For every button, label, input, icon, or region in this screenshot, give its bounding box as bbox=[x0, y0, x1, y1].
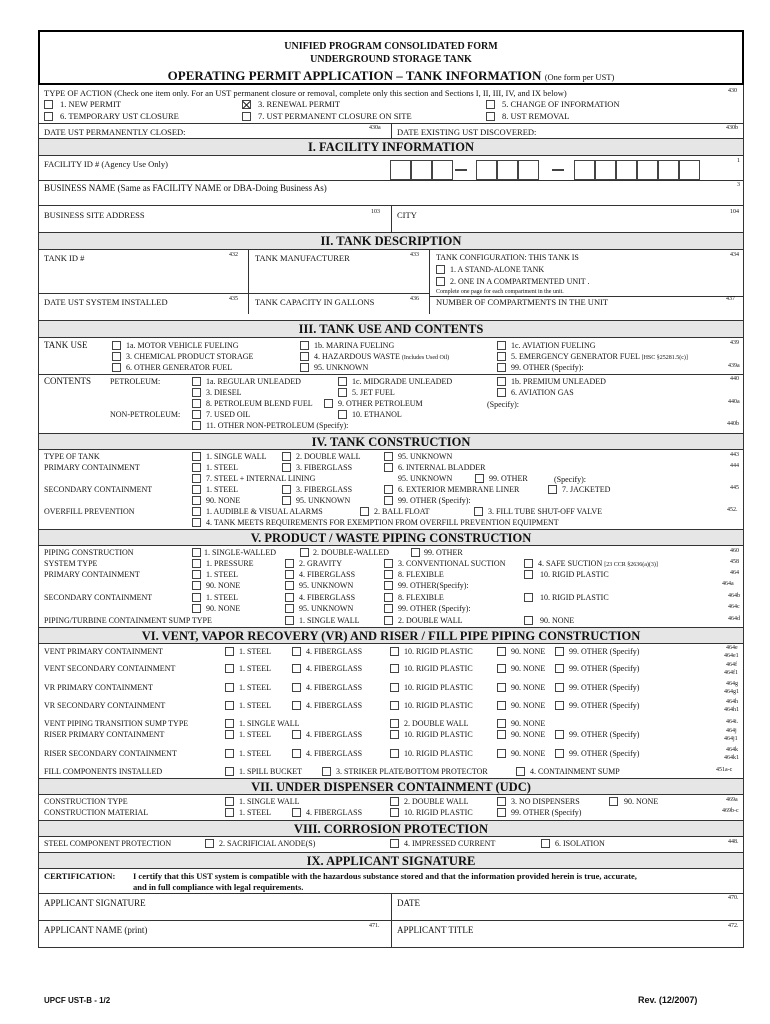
fill-components-label: FILL COMPONENTS INSTALLED bbox=[44, 767, 163, 776]
use-5-text: 5. EMERGENCY GENERATOR FUEL bbox=[511, 352, 640, 361]
overfill-label: OVERFILL PREVENTION bbox=[44, 507, 135, 516]
use-1c-label: 1c. AVIATION FUELING bbox=[511, 341, 596, 350]
secondary-jacketed-label: 7. JACKETED bbox=[562, 485, 611, 494]
secondary-steel-label: 1. STEEL bbox=[206, 485, 238, 494]
udc-type-code: 469a bbox=[726, 797, 738, 803]
compartments-label: NUMBER OF COMPARTMENTS IN THE UNIT bbox=[436, 297, 609, 307]
vent-row-1-label: VENT SECONDARY CONTAINMENT bbox=[44, 664, 176, 673]
corrosion-isolation-label: 6. ISOLATION bbox=[555, 839, 605, 848]
contents-8-label: 8. PETROLEUM BLEND FUEL bbox=[206, 399, 313, 408]
compartment-note: Complete one page for each compartment in the unit. bbox=[436, 289, 564, 295]
section-9-title: IX. APPLICANT SIGNATURE bbox=[38, 852, 744, 869]
contents-9-label: 9. OTHER PETROLEUM bbox=[338, 399, 423, 408]
transition-sump-label: VENT PIPING TRANSITION SUMP TYPE bbox=[44, 719, 189, 728]
primary-steel-label: 1. STEEL bbox=[206, 463, 238, 472]
corrosion-code: 448. bbox=[728, 839, 739, 845]
primary-bladder-label: 6. INTERNAL BLADDER bbox=[398, 463, 486, 472]
contents-1a-label: 1a. REGULAR UNLEADED bbox=[206, 377, 301, 386]
section-2-title: II. TANK DESCRIPTION bbox=[38, 232, 744, 250]
single-wall-label: 1. SINGLE WALL bbox=[206, 452, 267, 461]
pipe-secondary-rigid-label: 10. RIGID PLASTIC bbox=[540, 593, 609, 602]
contents-code: 440 bbox=[730, 376, 739, 382]
form-header bbox=[38, 30, 744, 85]
vent-row-3-other-label: 99. OTHER (Specify) bbox=[569, 701, 640, 710]
facility-id-label: FACILITY ID # (Agency Use Only) bbox=[44, 159, 168, 169]
change-info-label: 5. CHANGE OF INFORMATION bbox=[502, 99, 620, 109]
safe-suction-note: [23 CCR §2636(a)(3)] bbox=[604, 562, 658, 568]
new-permit-label: 1. NEW PERMIT bbox=[60, 99, 121, 109]
date-label: DATE bbox=[397, 898, 420, 908]
vent-row-3-none-label: 90. NONE bbox=[511, 701, 546, 710]
action-label: TYPE OF ACTION (Check one item only. For an UST permanent closure or removal, complete only this section and Sections I, II, III, IV, and IX below) bbox=[44, 88, 567, 98]
vent-row-2-none-label: 90. NONE bbox=[511, 683, 546, 692]
pipe-secondary-flex-label: 8. FLEXIBLE bbox=[398, 593, 444, 602]
riser-primary-fiberglass-label: 4. FIBERGLASS bbox=[306, 730, 363, 739]
contents-label: CONTENTS bbox=[44, 376, 91, 386]
secondary-other-label: 99. OTHER (Specify): bbox=[398, 496, 471, 505]
use-5-note: [HSC §25281.5(c)] bbox=[641, 355, 688, 361]
manufacturer-code: 433 bbox=[410, 252, 419, 258]
udc-fiber-label: 4. FIBERGLASS bbox=[306, 808, 363, 817]
permanent-closure-label: 7. UST PERMANENT CLOSURE ON SITE bbox=[258, 111, 412, 121]
riser-primary-code-2: 464j1 bbox=[724, 736, 738, 742]
pipe-secondary-label: SECONDARY CONTAINMENT bbox=[44, 593, 153, 602]
vent-row-3-fiberglass-label: 4. FIBERGLASS bbox=[306, 701, 363, 710]
signature-label: APPLICANT SIGNATURE bbox=[44, 898, 146, 908]
use-code: 439 bbox=[730, 340, 739, 346]
pipe-primary-unknown-label: 95. UNKNOWN bbox=[299, 581, 354, 590]
business-name-code: 3 bbox=[737, 182, 740, 188]
overfill-alarms-label: 1. AUDIBLE & VISUAL ALARMS bbox=[206, 507, 323, 516]
use-1b-label: 1b. MARINA FUELING bbox=[314, 341, 395, 350]
udc-none-label: 90. NONE bbox=[624, 797, 659, 806]
fill-striker-label: 3. STRIKER PLATE/BOTTOM PROTECTOR bbox=[336, 767, 488, 776]
vent-row-2-rigid-plastic-label: 10. RIGID PLASTIC bbox=[404, 683, 473, 692]
type-unknown-label: 95. UNKNOWN bbox=[398, 452, 453, 461]
section-5-title: V. PRODUCT / WASTE PIPING CONSTRUCTION bbox=[38, 529, 744, 546]
overfill-ball-label: 2. BALL FLOAT bbox=[374, 507, 430, 516]
riser-secondary-code: 464k bbox=[726, 747, 738, 753]
contents-5-label: 5. JET FUEL bbox=[352, 388, 395, 397]
udc-other-label: 99. OTHER (Specify) bbox=[511, 808, 582, 817]
fill-sump-label: 4. CONTAINMENT SUMP bbox=[530, 767, 620, 776]
udc-no-dispensers-label: 3. NO DISPENSERS bbox=[511, 797, 580, 806]
contents-11-label: 11. OTHER NON-PETROLEUM (Specify): bbox=[206, 421, 349, 430]
use-6-label: 6. OTHER GENERATOR FUEL bbox=[126, 363, 233, 372]
primary-fiberglass-label: 3. FIBERGLASS bbox=[296, 463, 353, 472]
udc-material-code: 469b-c bbox=[722, 808, 739, 814]
date-discovered-label: DATE EXISTING UST DISCOVERED: bbox=[397, 127, 537, 137]
vent-row-3-code: 464h bbox=[726, 699, 738, 705]
overfill-code: 452. bbox=[727, 507, 738, 513]
riser-primary-steel-label: 1. STEEL bbox=[239, 730, 271, 739]
primary-lining-label: 7. STEEL + INTERNAL LINING bbox=[206, 474, 316, 483]
config-label: TANK CONFIGURATION: THIS TANK IS bbox=[436, 253, 579, 262]
contents-1c-label: 1c. MIDGRADE UNLEADED bbox=[352, 377, 453, 386]
vent-row-3-label: VR SECONDARY CONTAINMENT bbox=[44, 701, 166, 710]
piping-construction-code: 460 bbox=[730, 548, 739, 554]
section-4-title: IV. TANK CONSTRUCTION bbox=[38, 433, 744, 450]
applicant-name-label: APPLICANT NAME (print) bbox=[44, 925, 148, 935]
udc-rigid-label: 10. RIGID PLASTIC bbox=[404, 808, 473, 817]
corrosion-anode-label: 2. SACRIFICIAL ANODE(S) bbox=[219, 839, 316, 848]
system-pressure-label: 1. PRESSURE bbox=[206, 559, 254, 568]
pipe-secondary-code: 464b bbox=[728, 593, 740, 599]
compartments-code: 437 bbox=[726, 296, 735, 302]
site-address-label: BUSINESS SITE ADDRESS bbox=[44, 210, 145, 220]
applicant-name-code: 471. bbox=[369, 923, 380, 929]
contents-3-label: 3. DIESEL bbox=[206, 388, 242, 397]
contents-9-code: 440a bbox=[728, 399, 740, 405]
vent-row-3-rigid-plastic-label: 10. RIGID PLASTIC bbox=[404, 701, 473, 710]
safe-suction-text: 4. SAFE SUCTION bbox=[538, 559, 603, 568]
corrosion-label: STEEL COMPONENT PROTECTION bbox=[44, 839, 172, 848]
transition-none-label: 90. NONE bbox=[511, 719, 546, 728]
primary-other-label: 99. OTHER bbox=[489, 474, 528, 483]
vent-row-0-rigid-plastic-label: 10. RIGID PLASTIC bbox=[404, 647, 473, 656]
udc-double-label: 2. DOUBLE WALL bbox=[404, 797, 469, 806]
compartment-label: 2. ONE IN A COMPARTMENTED UNIT . bbox=[450, 277, 590, 286]
riser-primary-label: RISER PRIMARY CONTAINMENT bbox=[44, 730, 165, 739]
header-line-2: UNDERGROUND STORAGE TANK bbox=[310, 54, 472, 65]
udc-material-label: CONSTRUCTION MATERIAL bbox=[44, 808, 149, 817]
sump-type-label: PIPING/TURBINE CONTAINMENT SUMP TYPE bbox=[44, 616, 212, 625]
use-99-code: 439a bbox=[728, 363, 740, 369]
vent-row-2-label: VR PRIMARY CONTAINMENT bbox=[44, 683, 153, 692]
udc-type-label: CONSTRUCTION TYPE bbox=[44, 797, 128, 806]
tank-type-label: TYPE OF TANK bbox=[44, 452, 100, 461]
corrosion-current-label: 4. IMPRESSED CURRENT bbox=[404, 839, 496, 848]
use-4-note: (Includes Used Oil) bbox=[401, 355, 450, 361]
fill-code: 451a-c bbox=[716, 767, 733, 773]
action-code: 430 bbox=[728, 88, 737, 94]
riser-secondary-none-label: 90. NONE bbox=[511, 749, 546, 758]
contents-6-label: 6. AVIATION GAS bbox=[511, 388, 574, 397]
secondary-none-label: 90. NONE bbox=[206, 496, 241, 505]
pipe-primary-code: 464 bbox=[730, 570, 739, 576]
contents-7-label: 7. USED OIL bbox=[206, 410, 251, 419]
vent-row-0-steel-label: 1. STEEL bbox=[239, 647, 271, 656]
vent-row-1-other-label: 99. OTHER (Specify) bbox=[569, 664, 640, 673]
vent-row-0-label: VENT PRIMARY CONTAINMENT bbox=[44, 647, 163, 656]
system-conventional-label: 3. CONVENTIONAL SUCTION bbox=[398, 559, 506, 568]
sump-double-label: 2. DOUBLE WALL bbox=[398, 616, 463, 625]
city-code: 104 bbox=[730, 209, 739, 215]
riser-primary-code: 464j bbox=[726, 728, 737, 734]
date-installed-label: DATE UST SYSTEM INSTALLED bbox=[44, 297, 168, 307]
date-discovered-code: 430b bbox=[726, 125, 738, 131]
riser-secondary-other-label: 99. OTHER (Specify) bbox=[569, 749, 640, 758]
riser-secondary-fiberglass-label: 4. FIBERGLASS bbox=[306, 749, 363, 758]
form-body-frame bbox=[38, 85, 744, 948]
system-type-label: SYSTEM TYPE bbox=[44, 559, 98, 568]
applicant-title-label: APPLICANT TITLE bbox=[397, 925, 474, 935]
tank-id-code: 432 bbox=[229, 252, 238, 258]
date-installed-code: 435 bbox=[229, 296, 238, 302]
udc-steel-label: 1. STEEL bbox=[239, 808, 271, 817]
pipe-secondary-unknown-label: 95. UNKNOWN bbox=[299, 604, 354, 613]
pipe-secondary-none-label: 90. NONE bbox=[206, 604, 241, 613]
capacity-label: TANK CAPACITY IN GALLONS bbox=[255, 297, 375, 307]
tank-id-label: TANK ID # bbox=[44, 253, 85, 263]
date-closed-code: 430a bbox=[369, 125, 381, 131]
contents-10-label: 10. ETHANOL bbox=[352, 410, 402, 419]
vent-row-2-other-label: 99. OTHER (Specify) bbox=[569, 683, 640, 692]
section-3-title: III. TANK USE AND CONTENTS bbox=[38, 320, 744, 338]
facility-id-code: 1 bbox=[737, 158, 740, 164]
vent-row-1-fiberglass-label: 4. FIBERGLASS bbox=[306, 664, 363, 673]
primary-other-specify: (Specify): bbox=[554, 475, 586, 484]
petroleum-label: PETROLEUM: bbox=[110, 377, 161, 386]
riser-secondary-label: RISER SECONDARY CONTAINMENT bbox=[44, 749, 177, 758]
primary-containment-code: 444 bbox=[730, 463, 739, 469]
pipe-secondary-fiber-label: 4. FIBERGLASS bbox=[299, 593, 356, 602]
transition-single-label: 1. SINGLE WALL bbox=[239, 719, 300, 728]
use-95-label: 95. UNKNOWN bbox=[314, 363, 369, 372]
primary-unknown-label: 95. UNKNOWN bbox=[398, 474, 453, 483]
piping-other-label: 99. OTHER bbox=[424, 548, 463, 557]
vent-row-3-code-2: 464h1 bbox=[724, 707, 739, 713]
pipe-secondary-code-2: 464c bbox=[728, 604, 740, 610]
manufacturer-label: TANK MANUFACTURER bbox=[255, 253, 350, 263]
header-line-1: UNIFIED PROGRAM CONSOLIDATED FORM bbox=[284, 41, 498, 52]
riser-secondary-code-2: 464k1 bbox=[724, 755, 739, 761]
vent-row-2-steel-label: 1. STEEL bbox=[239, 683, 271, 692]
sump-type-code: 464d bbox=[728, 616, 740, 622]
pipe-primary-flex-label: 8. FLEXIBLE bbox=[398, 570, 444, 579]
vent-row-1-code-2: 464f1 bbox=[724, 670, 738, 676]
temporary-closure-label: 6. TEMPORARY UST CLOSURE bbox=[60, 111, 179, 121]
piping-construction-label: PIPING CONSTRUCTION bbox=[44, 548, 134, 557]
certification-label: CERTIFICATION: bbox=[44, 871, 116, 881]
date-code: 470. bbox=[728, 895, 739, 901]
section-7-title: VII. UNDER DISPENSER CONTAINMENT (UDC) bbox=[38, 778, 744, 795]
system-gravity-label: 2. GRAVITY bbox=[299, 559, 342, 568]
stand-alone-label: 1. A STAND-ALONE TANK bbox=[450, 265, 545, 274]
contents-11-code: 440b bbox=[727, 421, 739, 427]
riser-secondary-steel-label: 1. STEEL bbox=[239, 749, 271, 758]
primary-containment-label: PRIMARY CONTAINMENT bbox=[44, 463, 140, 472]
section-6-title: VI. VENT, VAPOR RECOVERY (VR) AND RISER / FILL PIPE PIPING CONSTRUCTION bbox=[38, 627, 744, 644]
pipe-secondary-other-label: 99. OTHER (Specify): bbox=[398, 604, 471, 613]
udc-single-label: 1. SINGLE WALL bbox=[239, 797, 300, 806]
riser-primary-other-label: 99. OTHER (Specify) bbox=[569, 730, 640, 739]
riser-primary-rigid-plastic-label: 10. RIGID PLASTIC bbox=[404, 730, 473, 739]
vent-row-0-other-label: 99. OTHER (Specify) bbox=[569, 647, 640, 656]
riser-primary-none-label: 90. NONE bbox=[511, 730, 546, 739]
pipe-primary-code-2: 464a bbox=[722, 581, 734, 587]
certification-text-1: I certify that this UST system is compatible with the hazardous substance stored and that the information provided herein is true, accurate, bbox=[133, 871, 637, 881]
city-label: CITY bbox=[397, 210, 417, 220]
vent-row-1-steel-label: 1. STEEL bbox=[239, 664, 271, 673]
form-title bbox=[40, 69, 742, 82]
pipe-primary-rigid-label: 10. RIGID PLASTIC bbox=[540, 570, 609, 579]
tank-type-code: 443 bbox=[730, 452, 739, 458]
use-3-label: 3. CHEMICAL PRODUCT STORAGE bbox=[126, 352, 254, 361]
transition-double-label: 2. DOUBLE WALL bbox=[404, 719, 469, 728]
secondary-containment-label: SECONDARY CONTAINMENT bbox=[44, 485, 153, 494]
footer-revision: Rev. (12/2007) bbox=[638, 995, 698, 1005]
secondary-fiberglass-label: 3. FIBERGLASS bbox=[296, 485, 353, 494]
tank-use-label: TANK USE bbox=[44, 340, 88, 350]
piping-single-label: 1. SINGLE-WALLED bbox=[204, 548, 276, 557]
business-name-label: BUSINESS NAME (Same as FACILITY NAME or DBA-Doing Business As) bbox=[44, 183, 327, 193]
config-code: 434 bbox=[730, 252, 739, 258]
secondary-containment-code: 445 bbox=[730, 485, 739, 491]
use-99-label: 99. OTHER (Specify): bbox=[511, 363, 584, 372]
contents-9-specify: (Specify): bbox=[487, 400, 519, 409]
vent-row-1-rigid-plastic-label: 10. RIGID PLASTIC bbox=[404, 664, 473, 673]
piping-double-label: 2. DOUBLE-WALLED bbox=[313, 548, 389, 557]
certification-text-2: and in full compliance with legal requirements. bbox=[133, 882, 304, 892]
pipe-primary-fiber-label: 4. FIBERGLASS bbox=[299, 570, 356, 579]
pipe-primary-other-label: 99. OTHER(Specify): bbox=[398, 581, 469, 590]
vent-row-0-code: 464e bbox=[726, 645, 738, 651]
double-wall-label: 2. DOUBLE WALL bbox=[296, 452, 361, 461]
vent-row-1-none-label: 90. NONE bbox=[511, 664, 546, 673]
renewal-permit-label: 3. RENEWAL PERMIT bbox=[258, 99, 341, 109]
date-closed-label: DATE UST PERMANENTLY CLOSED: bbox=[44, 127, 186, 137]
vent-row-1-code: 464f bbox=[726, 662, 737, 668]
vent-row-2-fiberglass-label: 4. FIBERGLASS bbox=[306, 683, 363, 692]
use-4-text: 4. HAZARDOUS WASTE bbox=[314, 352, 400, 361]
pipe-primary-none-label: 90. NONE bbox=[206, 581, 241, 590]
vent-row-0-code-2: 464e1 bbox=[724, 653, 739, 659]
vent-row-0-fiberglass-label: 4. FIBERGLASS bbox=[306, 647, 363, 656]
secondary-unknown-label: 95. UNKNOWN bbox=[296, 496, 351, 505]
section-8-title: VIII. CORROSION PROTECTION bbox=[38, 820, 744, 837]
vent-row-0-none-label: 90. NONE bbox=[511, 647, 546, 656]
fill-spill-label: 1. SPILL BUCKET bbox=[239, 767, 303, 776]
system-type-code: 458 bbox=[730, 559, 739, 565]
transition-code: 464i. bbox=[726, 719, 739, 725]
non-petroleum-label: NON-PETROLEUM: bbox=[110, 410, 181, 419]
ust-removal-label: 8. UST REMOVAL bbox=[502, 111, 570, 121]
form-title-note: (One form per UST) bbox=[544, 72, 615, 82]
vent-row-2-code: 464g bbox=[726, 681, 738, 687]
site-address-code: 103 bbox=[371, 209, 380, 215]
vent-row-3-steel-label: 1. STEEL bbox=[239, 701, 271, 710]
footer-form-id: UPCF UST-B - 1/2 bbox=[44, 996, 111, 1005]
section-1-title: I. FACILITY INFORMATION bbox=[38, 138, 744, 156]
capacity-code: 436 bbox=[410, 296, 419, 302]
secondary-liner-label: 6. EXTERIOR MEMBRANE LINER bbox=[398, 485, 520, 494]
applicant-title-code: 472. bbox=[728, 923, 739, 929]
sump-none-label: 90. NONE bbox=[540, 616, 575, 625]
pipe-primary-label: PRIMARY CONTAINMENT bbox=[44, 570, 140, 579]
pipe-secondary-steel-label: 1. STEEL bbox=[206, 593, 238, 602]
riser-secondary-rigid-plastic-label: 10. RIGID PLASTIC bbox=[404, 749, 473, 758]
vent-row-2-code-2: 464g1 bbox=[724, 689, 739, 695]
pipe-primary-steel-label: 1. STEEL bbox=[206, 570, 238, 579]
overfill-shutoff-label: 3. FILL TUBE SHUT-OFF VALVE bbox=[488, 507, 603, 516]
form-title-text: OPERATING PERMIT APPLICATION – TANK INFORMATION bbox=[167, 68, 542, 83]
use-1a-label: 1a. MOTOR VEHICLE FUELING bbox=[126, 341, 239, 350]
contents-1b-label: 1b. PREMIUM UNLEADED bbox=[511, 377, 606, 386]
sump-single-label: 1. SINGLE WALL bbox=[299, 616, 360, 625]
overfill-exempt-label: 4. TANK MEETS REQUIREMENTS FOR EXEMPTION FROM OVERFILL PREVENTION EQUIPMENT bbox=[206, 518, 559, 527]
